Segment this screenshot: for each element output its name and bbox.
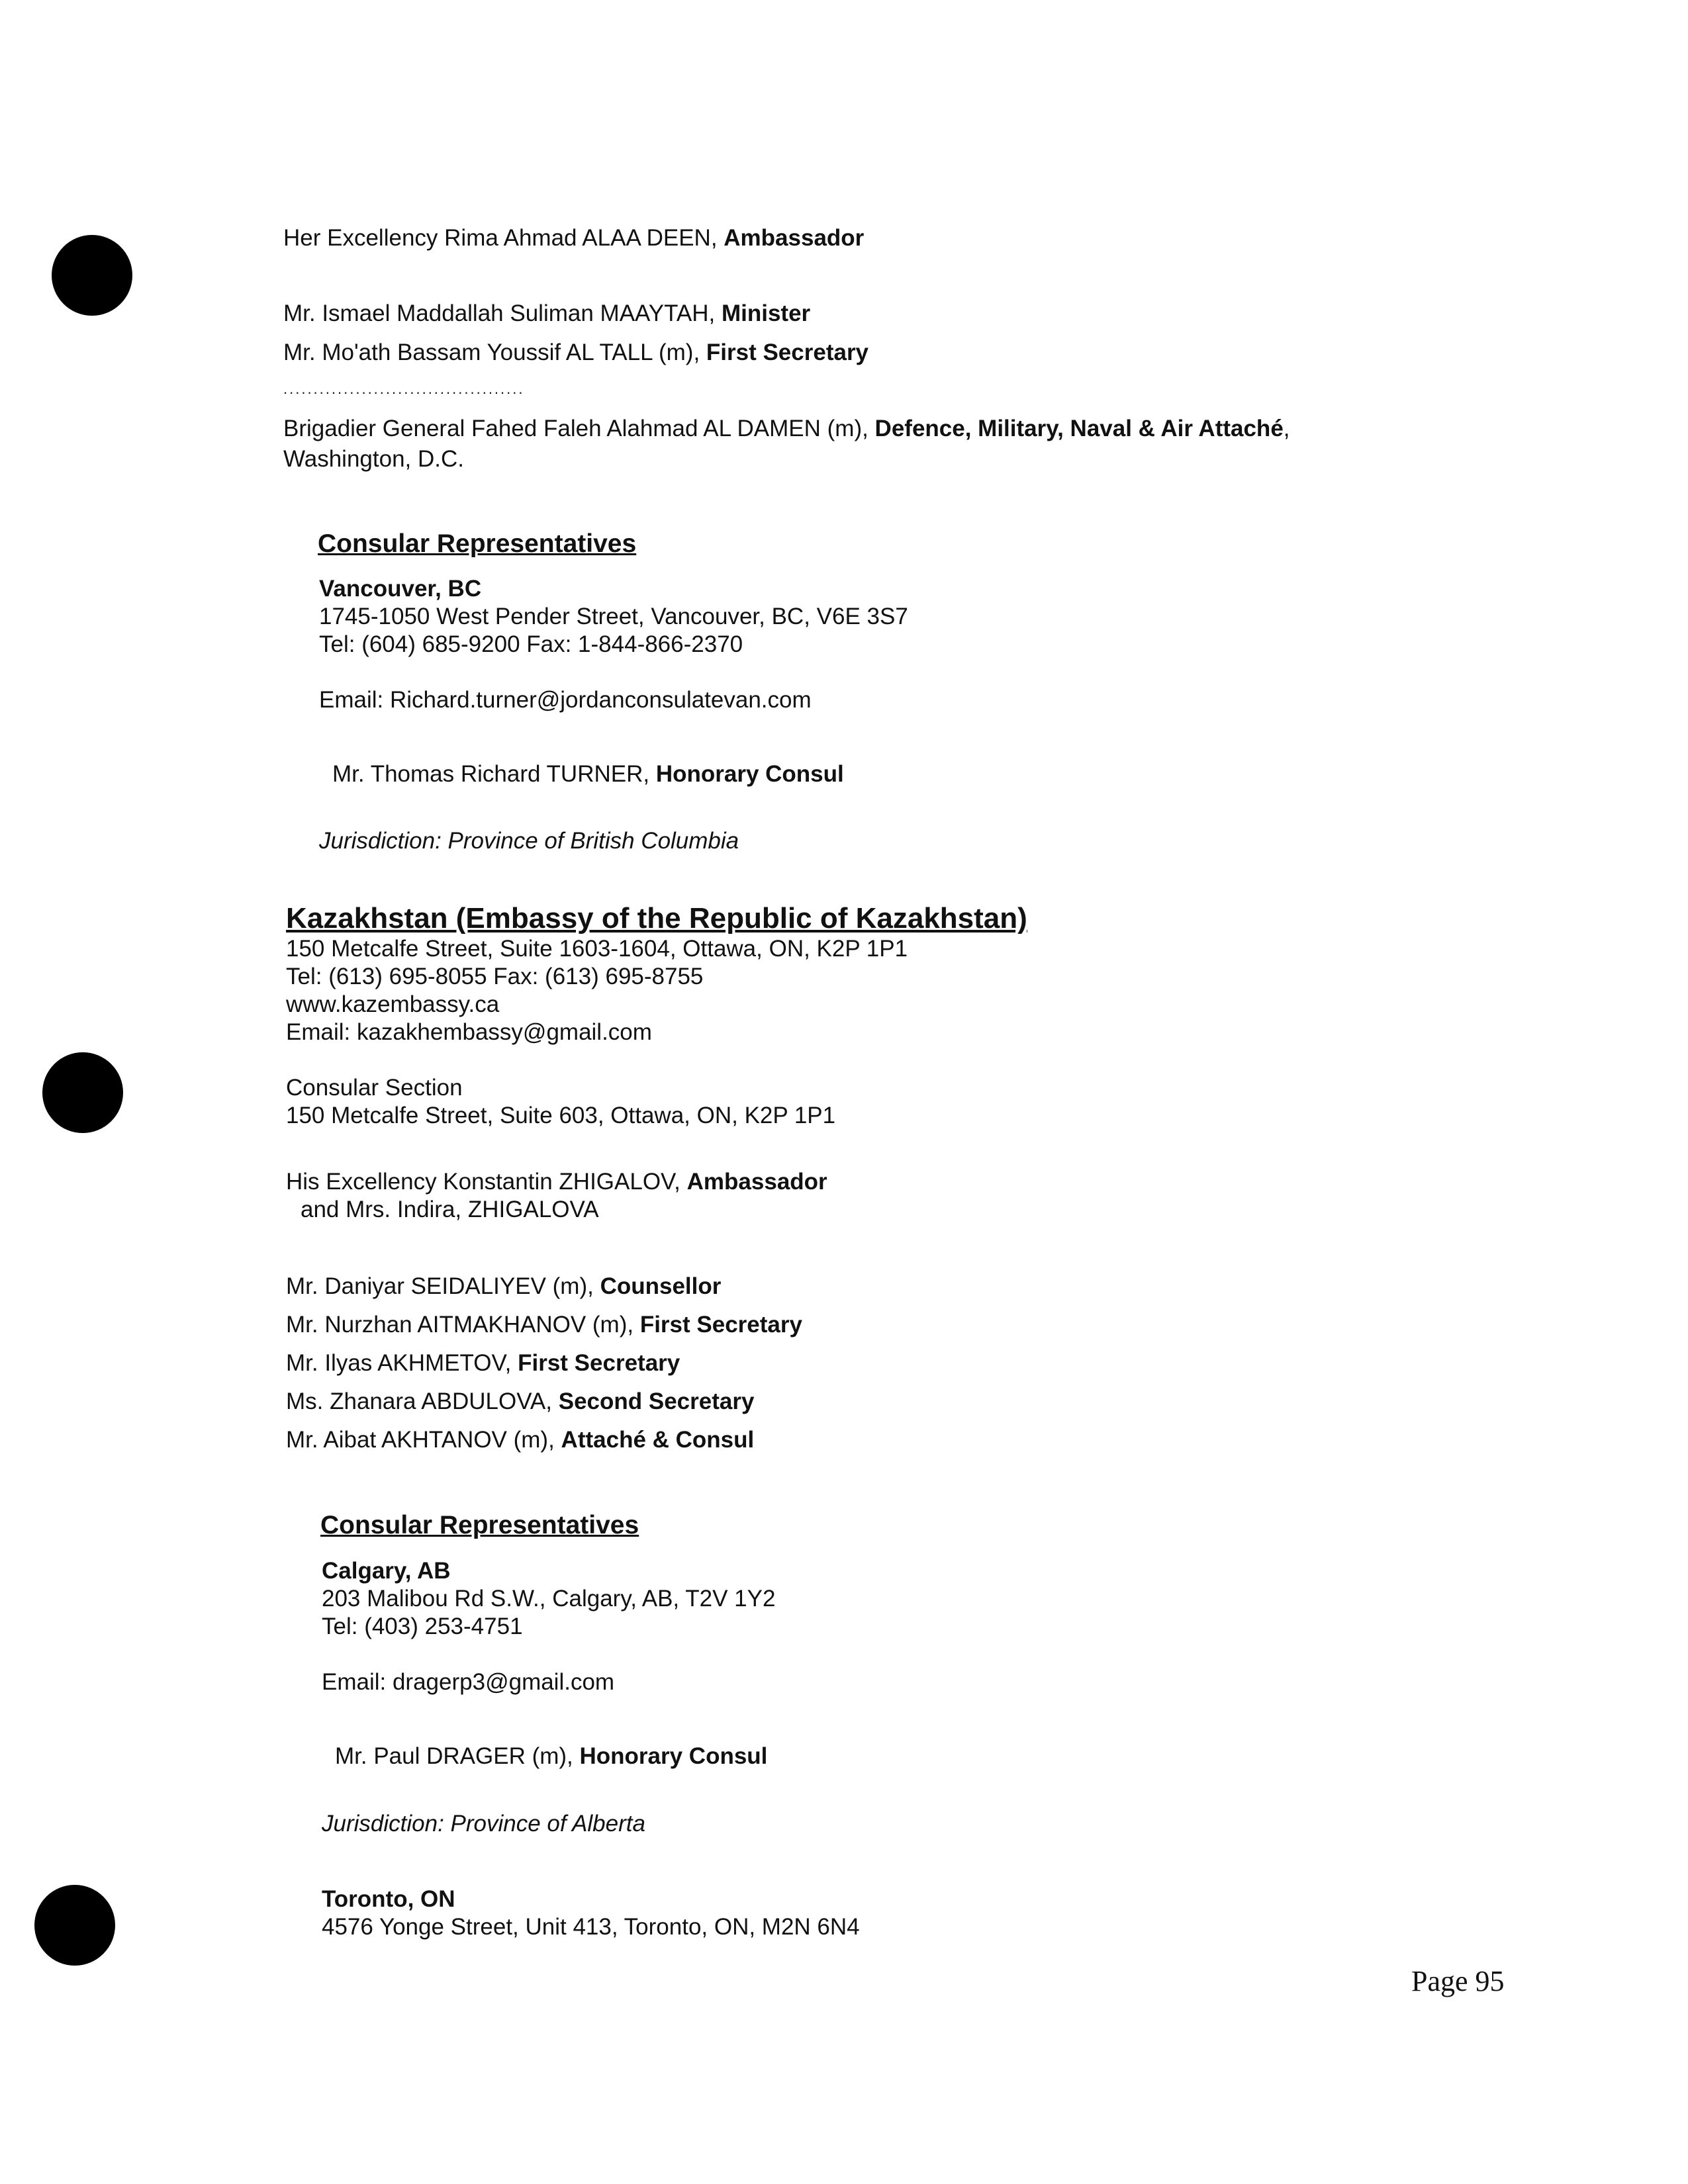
person-title: Honorary Consul bbox=[579, 1743, 768, 1769]
binder-hole-middle bbox=[42, 1052, 123, 1133]
jurisdiction: Jurisdiction: Province of Alberta bbox=[322, 1811, 645, 1837]
consulate-city: Calgary, AB bbox=[322, 1558, 451, 1584]
consulate-address: 4576 Yonge Street, Unit 413, Toronto, ON, M2N 6N4 bbox=[322, 1914, 860, 1940]
person-name: Brigadier General Fahed Faleh Alahmad AL DAMEN (m), bbox=[283, 416, 875, 441]
jordan-staff-1 bbox=[283, 338, 868, 367]
person-name: Mr. Ilyas AKHMETOV, bbox=[286, 1350, 518, 1376]
consular-section-address: 150 Metcalfe Street, Suite 603, Ottawa, ON, K2P 1P1 bbox=[286, 1103, 836, 1128]
person-title: First Secretary bbox=[706, 340, 869, 365]
embassy-website: www.kazembassy.ca bbox=[286, 991, 500, 1017]
punctuation: , bbox=[1283, 416, 1290, 441]
consulate-city: Vancouver, BC bbox=[319, 576, 482, 602]
binder-hole-bottom bbox=[34, 1885, 115, 1966]
person-name: Mr. Mo'ath Bassam Youssif AL TALL (m), bbox=[283, 340, 706, 365]
country-heading: Kazakhstan (Embassy of the Republic of Kazakhstan) bbox=[286, 902, 1027, 934]
person-name: Mr. Daniyar SEIDALIYEV (m), bbox=[286, 1273, 600, 1299]
consulate-email: Email: Richard.turner@jordanconsulatevan.com bbox=[319, 687, 812, 713]
consulate-address: 1745-1050 West Pender Street, Vancouver, BC, V6E 3S7 bbox=[319, 604, 908, 629]
embassy-email: Email: kazakhembassy@gmail.com bbox=[286, 1019, 652, 1045]
person-title: Attaché & Consul bbox=[561, 1427, 755, 1453]
person-title: Defence, Military, Naval & Air Attaché bbox=[874, 416, 1284, 441]
embassy-address: 150 Metcalfe Street, Suite 1603-1604, Ottawa, ON, K2P 1P1 bbox=[286, 936, 908, 962]
consulate-city: Toronto, ON bbox=[322, 1886, 455, 1912]
page-number: Page 95 bbox=[1411, 1965, 1505, 1997]
person-title: Minister bbox=[721, 300, 811, 326]
jordan-attache bbox=[283, 414, 1290, 443]
kazakhstan-staff-3 bbox=[286, 1387, 754, 1416]
person-name: His Excellency Konstantin ZHIGALOV, bbox=[286, 1169, 687, 1195]
jordan-ambassador bbox=[283, 224, 864, 253]
honorary-consul bbox=[335, 1742, 767, 1771]
jurisdiction: Jurisdiction: Province of British Columbia bbox=[319, 828, 739, 854]
consulate-email: Email: dragerp3@gmail.com bbox=[322, 1669, 615, 1695]
kazakhstan-staff-2 bbox=[286, 1349, 680, 1378]
embassy-phone: Tel: (613) 695-8055 Fax: (613) 695-8755 bbox=[286, 964, 704, 989]
person-name: Mr. Paul DRAGER (m), bbox=[335, 1743, 580, 1769]
person-name: Mr. Nurzhan AITMAKHANOV (m), bbox=[286, 1312, 640, 1338]
person-title: Ambassador bbox=[686, 1169, 827, 1195]
person-title: Ambassador bbox=[724, 225, 865, 251]
kazakhstan-staff-4 bbox=[286, 1426, 754, 1455]
person-title: First Secretary bbox=[518, 1350, 680, 1376]
person-name: Ms. Zhanara ABDULOVA, bbox=[286, 1388, 559, 1414]
person-name: Her Excellency Rima Ahmad ALAA DEEN, bbox=[283, 225, 724, 251]
jordan-staff-0 bbox=[283, 299, 810, 328]
person-title: Honorary Consul bbox=[655, 761, 844, 787]
consulate-address: 203 Malibou Rd S.W., Calgary, AB, T2V 1Y2 bbox=[322, 1586, 776, 1612]
binder-hole-top bbox=[52, 235, 132, 316]
dotted-separator: ........................................ bbox=[283, 381, 525, 397]
person-title: First Secretary bbox=[639, 1312, 802, 1338]
person-title: Second Secretary bbox=[558, 1388, 755, 1414]
consular-representatives-heading: Consular Representatives bbox=[320, 1511, 639, 1539]
consular-section-label: Consular Section bbox=[286, 1075, 463, 1101]
honorary-consul bbox=[332, 760, 844, 789]
person-name: Mr. Aibat AKHTANOV (m), bbox=[286, 1427, 561, 1453]
person-name: Mr. Ismael Maddallah Suliman MAAYTAH, bbox=[283, 300, 722, 326]
consular-representatives-heading: Consular Representatives bbox=[318, 529, 637, 558]
consulate-phone: Tel: (403) 253-4751 bbox=[322, 1614, 523, 1639]
kazakhstan-staff-1 bbox=[286, 1310, 802, 1340]
person-title: Counsellor bbox=[600, 1273, 722, 1299]
consulate-phone: Tel: (604) 685-9200 Fax: 1-844-866-2370 bbox=[319, 631, 743, 657]
kazakhstan-ambassador bbox=[286, 1167, 827, 1197]
kazakhstan-staff-0 bbox=[286, 1272, 721, 1301]
ambassador-spouse: and Mrs. Indira, ZHIGALOVA bbox=[301, 1197, 599, 1222]
person-name: Mr. Thomas Richard TURNER, bbox=[332, 761, 656, 787]
jordan-attache-location: Washington, D.C. bbox=[283, 446, 464, 472]
